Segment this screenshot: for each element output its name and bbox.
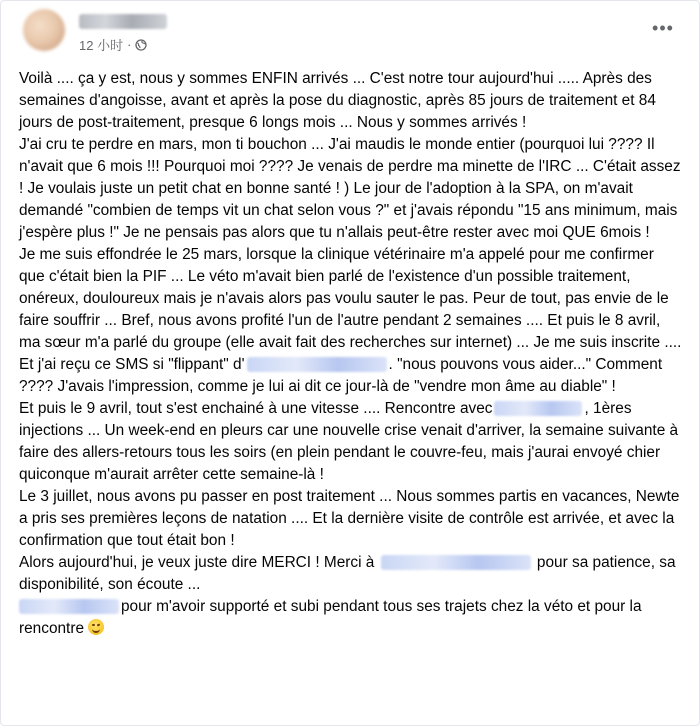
meta-separator: · xyxy=(127,37,132,52)
post-timestamp[interactable]: 12 小时 xyxy=(79,38,124,53)
post-header xyxy=(23,9,683,59)
paragraph-4 xyxy=(19,398,683,486)
paragraph-5: Le 3 juillet, nous avons pu passer en post traitement ... Nous sommes partis en vacances, Newte a pris ses premières leçons de natation .... Et la dernière visite de contrôle est arrivée, et avec la confirmation que tout était bon ! xyxy=(19,488,680,549)
paragraph-4-text-b: , 1ères injections ... Un week-end en pleurs car une nouvelle crise venait d'arriver, la semaine suivante à faire des allers-retours tous les soirs (en plein pendant le couvre-feu, mais j'aurai envoyé chier quiconque m'aurait arrêter cette semaine-là ! xyxy=(19,400,679,483)
globe-icon[interactable] xyxy=(135,39,147,51)
paragraph-4-text-a: Et puis le 9 avril, tout s'est enchainé à une vitesse .... Rencontre avec xyxy=(19,400,493,417)
mention-redacted[interactable] xyxy=(494,401,582,416)
more-options-icon[interactable]: ••• xyxy=(652,18,674,38)
paragraph-3-text-a: Je me suis effondrée le 25 mars, lorsque la clinique vétérinaire m'a appelé pour me confirmer que c'était bien la PIF ... Le véto m'avait bien parlé de l'existence d'un possible traitement, onéreux, douloureux mais je n'avais alors pas voulu sauter le pas. Peur de tout, pas envie de le faire souffrir ... Bref, nous avons profité l'un de l'autre pendant 2 semaines .... Et puis le 8 avril, ma sœur m'a parlé du groupe (elle avait fait des recherches sur internet) ... Je me suis inscrite .... Et j'ai reçu ce SMS si "flippant" d' xyxy=(19,246,682,373)
mention-redacted[interactable] xyxy=(247,357,387,372)
paragraph-2: J'ai cru te perdre en mars, mon ti bouchon ... J'ai maudis le monde entier (pourquoi lui ???? Il n'avait que 6 mois !!! Pourquoi moi ???? Je venais de perdre ma minette de l'IRC ... C'était assez ! Je voulais juste un petit chat en bonne santé ! ) Le jour de l'adoption à la SPA, on m'avait demandé "combien de temps vit un chat selon vous ?" et j'avais répondu "15 ans minimum, mais j'espère plus !" Je ne pensais pas alors que tu n'allais peut-être rester avec moi QUE 6mois ! xyxy=(19,136,681,241)
paragraph-6-text-b: pour sa patience, sa disponibilité, son écoute ... xyxy=(19,554,676,593)
mention-redacted[interactable] xyxy=(381,555,531,570)
mention-redacted[interactable] xyxy=(19,599,119,614)
post-meta xyxy=(79,35,147,54)
paragraph-3 xyxy=(19,244,683,398)
paragraph-6-text-a: Alors aujourd'hui, je veux juste dire MERCI ! Merci à xyxy=(19,554,375,571)
smiling-face-emoji xyxy=(88,619,104,635)
post-text xyxy=(19,68,683,640)
paragraph-7 xyxy=(19,596,683,640)
paragraph-6 xyxy=(19,552,683,596)
paragraph-1: Voilà .... ça y est, nous y sommes ENFIN arrivés ... C'est notre tour aujourd'hui ..... Après des semaines d'angoisse, avant et après la pose du diagnostic, après 85 jours de traitement et 84 jours de post-traitement, presque 6 longs mois ... Nous y sommes arrivés ! xyxy=(19,70,656,131)
paragraph-7-text: pour m'avoir supporté et subi pendant tous ses trajets chez la véto et pour la rencontre xyxy=(19,598,642,637)
author-name-redacted[interactable] xyxy=(79,14,167,29)
avatar[interactable] xyxy=(23,9,65,51)
paragraph-3-text-b: . "nous pouvons vous aider..." Comment ???? J'avais l'impression, comme je lui ai dit ce jour-là de "vendre mon âme au diable" ! xyxy=(19,356,663,395)
